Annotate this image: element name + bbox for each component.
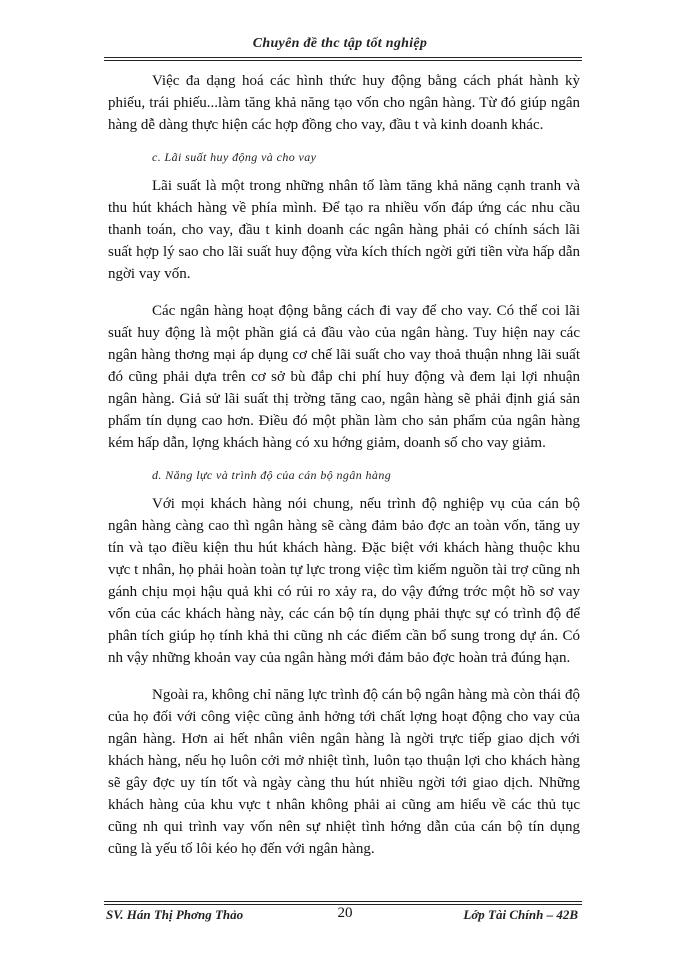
header-rule-top [104,57,582,58]
paragraph-mobilization: Việc đa dạng hoá các hình thức huy động bằng cách phát hành kỳ phiếu, trái phiếu...làm tăng khả năng tạo vốn cho ngân hàng. Từ đó giúp ngân hàng dễ dàng thực hiện các hợp đồng cho vay, đầu t và kinh doanh khác. [108,73,580,133]
page-number: 20 [337,905,353,921]
section-heading-interest-rate: c. Lãi suất huy động và cho vay [152,150,317,164]
paragraph-staff-skills: Với mọi khách hàng nói chung, nếu trình độ nghiệp vụ của cán bộ ngân hàng càng cao thì ngân hàng sẽ càng đảm bảo đợc an toàn vốn, tăng uy tín và tạo điều kiện thu hút khách hàng. Đặc biệt với khách hàng thuộc khu vực t nhân, họ phải hoàn toàn tự lực trong việc tìm kiếm nguồn tài trợ cũng nh gánh chịu mọi hậu quả khi có rủi ro xảy ra, do vậy đứng trớc một hồ sơ vay vốn của các khách hàng này, các cán bộ tín dụng phải thực sự có trình độ để phân tích giúp họ tính khả thi cũng nh các điểm cần bổ sung trong dự án. Có nh vậy những khoản vay của ngân hàng mới đảm bảo đợc hoàn trả đúng hạn. [108,496,580,666]
footer-author: SV. Hán Thị Phơng Thảo [106,907,244,922]
document-body [108,70,580,875]
footer-rule-top [104,901,582,902]
page-header-title: Chuyên đề thc tập tốt nghiệp [252,36,428,51]
paragraph-interest-rate-pricing: Các ngân hàng hoạt động bằng cách đi vay để cho vay. Có thể coi lãi suất huy động là một phần giá cả đầu vào của ngân hàng. Tuy hiện nay các ngân hàng thơng mại áp dụng cơ chế lãi suất cho vay thoả thuận nhng lãi suất đó cũng phải dựa trên cơ sở bù đắp chi phí huy động và đem lại lợi nhuận ngân hàng. Giả sử lãi suất thị trờng tăng cao, ngân hàng sẽ phải định giá sản phẩm tín dụng cao hơn. Điều đó một phần làm cho sản phẩm của ngân hàng kém hấp dẫn, lợng khách hàng có xu hớng giảm, doanh số cho vay giảm. [108,303,580,451]
paragraph-interest-rate-competition: Lãi suất là một trong những nhân tố làm tăng khả năng cạnh tranh và thu hút khách hàng về phía mình. Để tạo ra nhiều vốn đáp ứng các nhu cầu thanh toán, cho vay, đầu t kinh doanh các ngân hàng phải có chính sách lãi suất hợp lý sao cho lãi suất huy động vừa kích thích ngời gửi tiền vừa hấp dẫn ngời vay vốn. [108,178,580,282]
paragraph-staff-attitude: Ngoài ra, không chỉ năng lực trình độ cán bộ ngân hàng mà còn thái độ của họ đối với công việc cũng ảnh hởng tới chất lợng hoạt động cho vay của ngân hàng. Hơn ai hết nhân viên ngân hàng là ngời trực tiếp giao dịch với khách hàng, nếu họ luôn cởi mở nhiệt tình, luôn tạo thuận lợi cho khách hàng sẽ gây đợc uy tín tốt và ngày càng thu hút nhiều ngời tới giao dịch. Những khách hàng của khu vực t nhân không phải ai cũng am hiểu về các thủ tục cũng nh qui trình vay vốn nên sự nhiệt tình hớng dẫn của cán bộ tín dụng cũng là yếu tố lôi kéo họ đến với ngân hàng. [108,687,580,857]
footer-class-name: Lớp Tài Chính – 42B [463,907,578,922]
section-heading-staff-capability: d. Năng lực và trình độ của cán bộ ngân hàng [152,468,392,482]
header-rule-bottom [104,60,582,61]
